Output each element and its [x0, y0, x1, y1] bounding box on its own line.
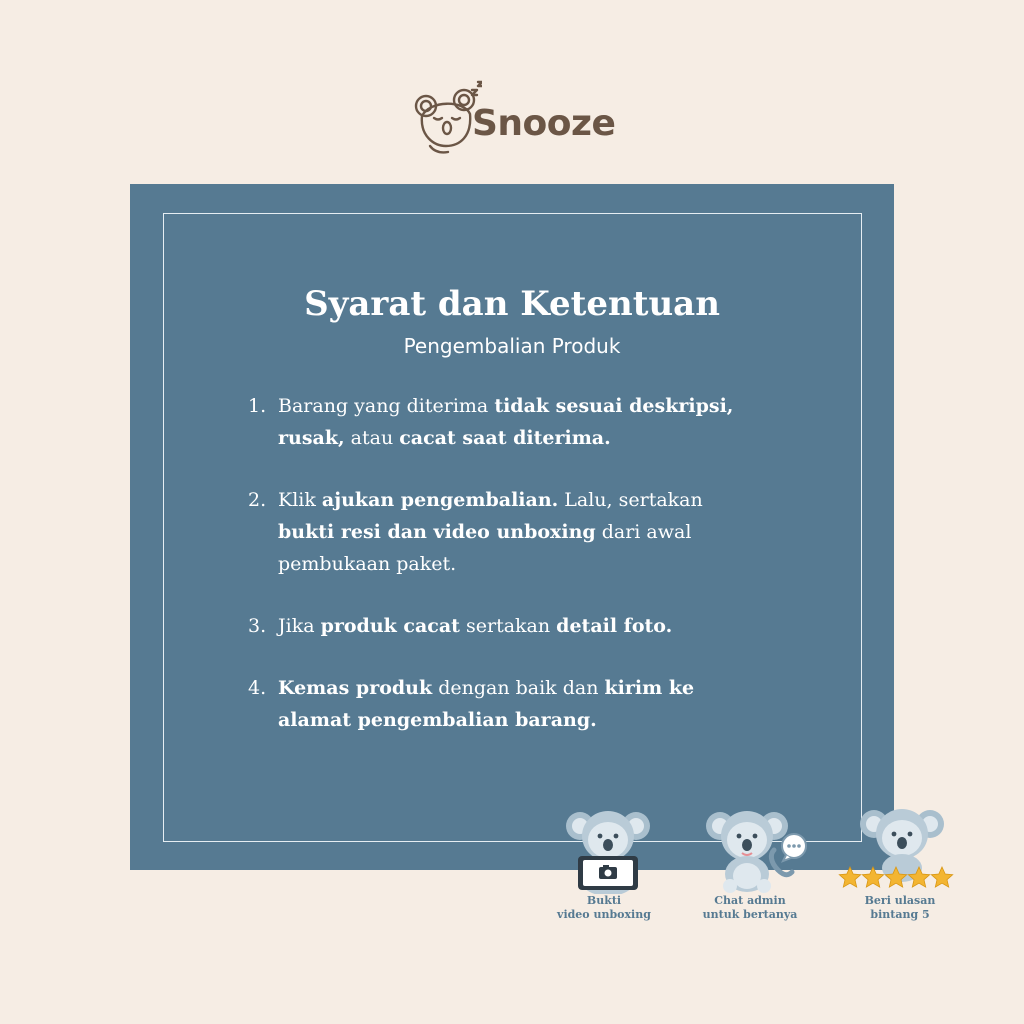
term-text: [278, 615, 672, 637]
term-text: [278, 489, 703, 575]
brand-name: Snooze: [472, 103, 616, 144]
step-caption-line: Chat admin: [714, 894, 786, 907]
terms-card: [130, 184, 894, 870]
term-number: 3.: [248, 615, 267, 637]
card-subtitle: Pengembalian Produk: [403, 334, 621, 358]
step-caption-line: video unboxing: [557, 908, 651, 921]
term-text-bold: rusak,: [278, 427, 345, 449]
term-text-part: dari awal pembukaan paket.: [278, 521, 692, 575]
term-text-bold: bukti resi dan video unboxing: [278, 521, 596, 543]
step-caption-line: bintang 5: [870, 908, 930, 921]
term-text-part: Jika: [278, 615, 321, 637]
koala-phone-camera-icon: [548, 800, 660, 894]
term-text-bold: produk cacat: [320, 615, 460, 637]
term-text-bold: tidak sesuai deskripsi,: [494, 395, 734, 417]
step-caption-line: Bukti: [586, 894, 622, 907]
step-video-unboxing: [548, 800, 688, 928]
card-title: Syarat dan Ketentuan: [304, 284, 720, 324]
term-text-bold: cacat saat diterima.: [399, 427, 611, 449]
terms-list: [248, 390, 768, 736]
term-text-bold: kirim ke alamat pengembalian barang.: [278, 677, 695, 731]
term-number: 1.: [248, 395, 267, 417]
koala-chat-phone-icon: [694, 800, 814, 894]
brand-logo: [412, 80, 622, 160]
term-text-part: Barang yang diterima: [278, 395, 495, 417]
five-stars-rating-icon: [838, 866, 956, 890]
step-chat-admin: [694, 800, 834, 928]
term-item: [248, 610, 768, 642]
step-review: [844, 800, 984, 928]
term-text-part: Klik: [278, 489, 322, 511]
term-text: [278, 677, 694, 731]
term-item: [248, 390, 768, 454]
term-text-part: sertakan: [459, 615, 557, 637]
step-caption-line: untuk bertanya: [702, 908, 798, 921]
term-text-part: dengan baik dan: [432, 677, 605, 699]
term-text-bold: detail foto.: [556, 615, 673, 637]
step-caption: [694, 894, 806, 922]
term-number: 4.: [248, 677, 267, 699]
term-text-bold: Kemas produk: [278, 677, 433, 699]
term-text-part: atau: [344, 427, 400, 449]
step-caption: [844, 894, 956, 922]
term-text: [278, 395, 733, 449]
step-caption: [548, 894, 660, 922]
term-item: [248, 484, 768, 580]
term-text-bold: ajukan pengembalian.: [321, 489, 559, 511]
step-caption-line: Beri ulasan: [864, 894, 936, 907]
term-text-part: Lalu, sertakan: [558, 489, 703, 511]
term-number: 2.: [248, 489, 267, 511]
term-item: [248, 672, 768, 736]
return-steps: [548, 800, 968, 930]
